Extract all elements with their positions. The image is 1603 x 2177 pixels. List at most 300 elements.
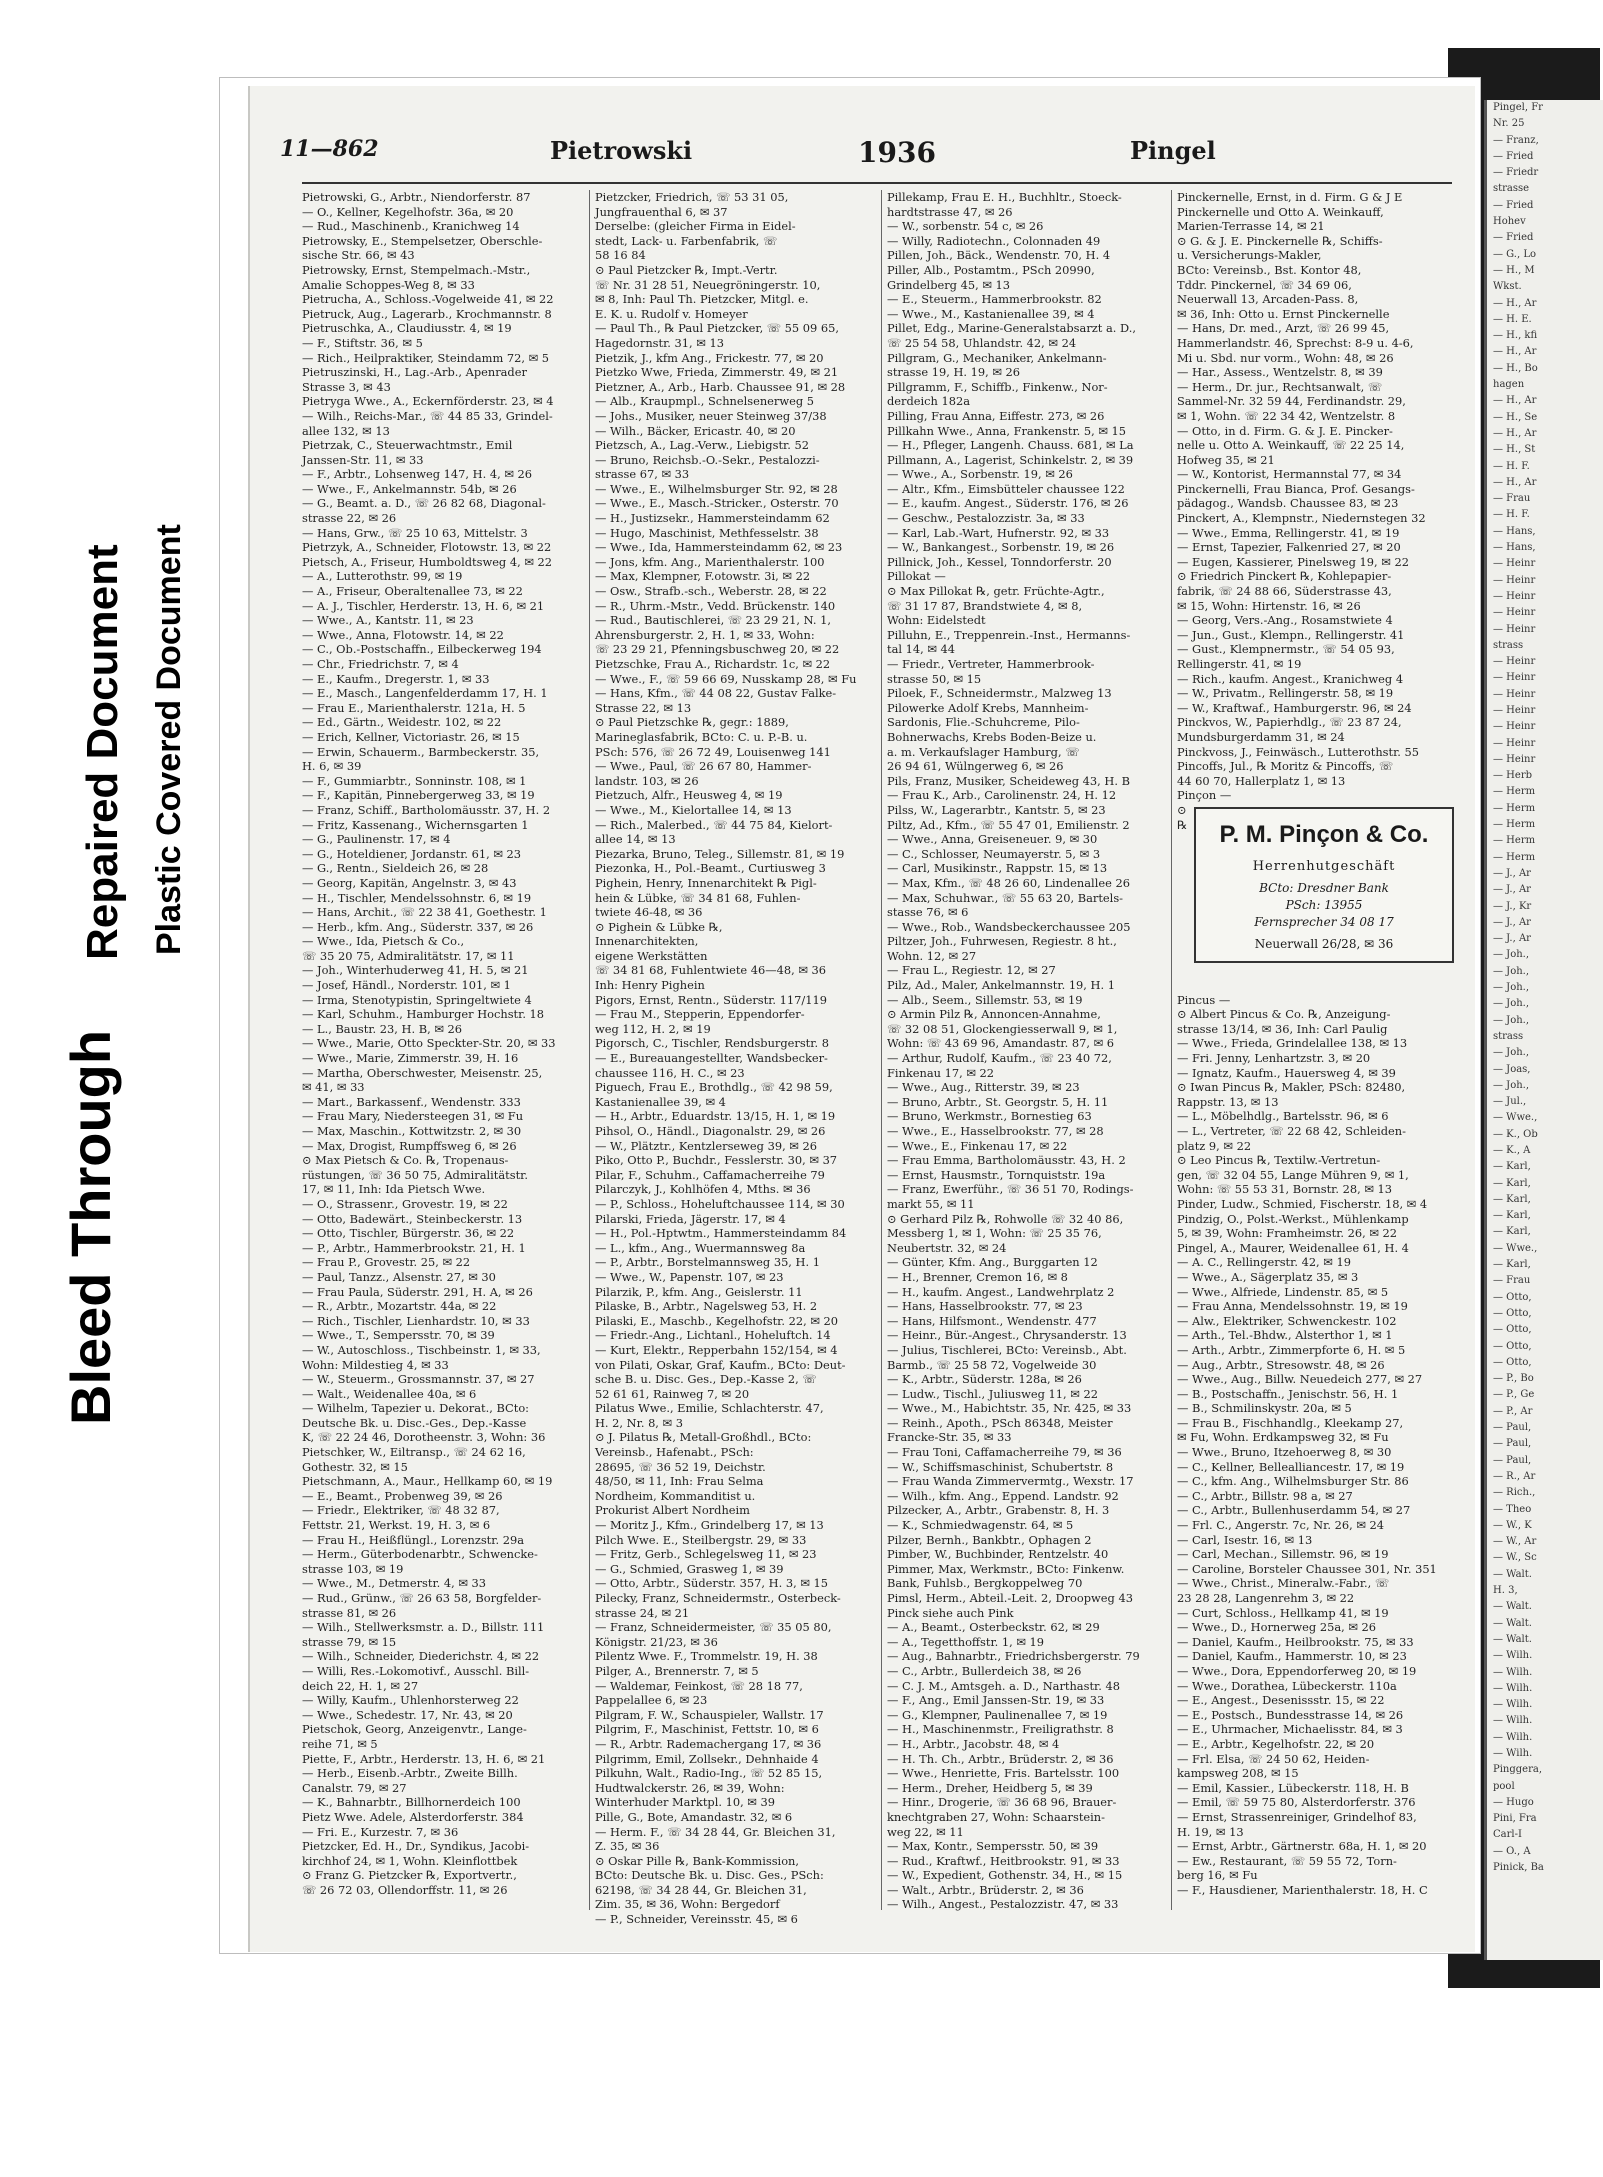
adjacent-page-line: — Joh.,	[1493, 1047, 1530, 1059]
directory-entry: — Rich., Heilpraktiker, Steindamm 72, ✉ 5	[302, 350, 550, 365]
directory-entry: Pietzschke, Frau A., Richardstr. 1c, ✉ 22	[595, 657, 831, 671]
adjacent-page-line: — P., Bo	[1493, 1373, 1534, 1385]
directory-entry: — Arthur, Rudolf, Kaufm., ☏ 23 40 72,	[887, 1051, 1112, 1066]
directory-entry: — Herm., Güterbodenarbtr., Schwencke-	[302, 1547, 538, 1562]
directory-entry: 5, ✉ 39, Wohn: Framheimstr. 26, ✉ 22	[1177, 1226, 1398, 1241]
directory-entry: — Wwe., Anna, Flotowstr. 14, ✉ 22	[302, 627, 504, 642]
directory-entry: — Ernst, Hausmstr., Tornquiststr. 19a	[887, 1167, 1106, 1182]
directory-entry: Pietrowsky, E., Stempelsetzer, Oberschle-	[302, 233, 543, 248]
adjacent-page-line: strass	[1493, 639, 1524, 651]
directory-entry: — Fri. E., Kurzestr. 7, ✉ 36	[302, 1824, 459, 1839]
directory-entry: — H., kaufm. Angest., Landwehrplatz 2	[887, 1284, 1115, 1299]
directory-entry: Pilarski, Frieda, Jägerstr. 17, ✉ 4	[595, 1211, 786, 1226]
directory-entry: — Friedr., Elektriker, ☏ 48 32 87,	[302, 1503, 500, 1518]
directory-entry: — Friedr., Vertreter, Hammerbrook-	[887, 657, 1095, 671]
directory-entry: — Rich., kaufm. Angest., Kranichweg 4	[1177, 671, 1404, 686]
directory-entry: kampsweg 208, ✉ 15	[1177, 1766, 1299, 1781]
adjacent-page-line: — Wilh.	[1493, 1715, 1533, 1727]
directory-entry: — Wwe., Christ., Mineralw.-Fabr., ☏	[1177, 1576, 1390, 1591]
adjacent-page-line: — Walt.	[1493, 1633, 1532, 1645]
directory-entry: Pietzsch, A., Lag.-Verw., Liebigstr. 52	[595, 438, 809, 453]
directory-entry: — Johs., Musiker, neuer Steinweg 37/38	[595, 408, 827, 423]
directory-entry: ✉ 41, ✉ 33	[302, 1080, 365, 1095]
directory-entry: — Caroline, Borsteler Chaussee 301, Nr. 351	[1177, 1561, 1437, 1576]
directory-entry: Pilger, A., Brennerstr. 7, ✉ 5	[595, 1663, 759, 1678]
directory-entry: — H., Pfleger, Langenh. Chauss. 681, ✉ La	[887, 438, 1134, 453]
directory-entry: — Wwe., E., Finkenau 17, ✉ 22	[887, 1138, 1068, 1153]
directory-entry: Pillmann, A., Lagerist, Schinkelstr. 2, ✉ 39	[887, 452, 1134, 467]
directory-entry: — Emil, ☏ 59 75 80, Alsterdorferstr. 376	[1177, 1795, 1416, 1810]
directory-entry: Ahrensburgerstr. 2, H. 1, ✉ 33, Wohn:	[595, 627, 815, 642]
adjacent-page-line: Carl-I	[1493, 1829, 1522, 1841]
directory-entry: — G., Schmied, Grasweg 1, ✉ 39	[595, 1561, 784, 1576]
directory-entry: — Frau L., Regiestr. 12, ✉ 27	[887, 963, 1056, 978]
directory-entry: Pilgrim, F., Maschinist, Fettstr. 10, ✉ 6	[595, 1722, 819, 1737]
directory-entry: chaussee 116, H. C., ✉ 23	[595, 1065, 745, 1080]
directory-entry: — Georg, Kapitän, Angelnstr. 3, ✉ 43	[302, 875, 517, 890]
adjacent-page-line: — Otto,	[1493, 1324, 1532, 1336]
directory-entry: Rappstr. 13, ✉ 13	[1177, 1094, 1279, 1109]
adjacent-page-line: — Fried	[1493, 232, 1534, 244]
adjacent-page-line: — Heinr	[1493, 590, 1536, 602]
directory-entry: ☏ 34 81 68, Fuhlentwiete 46—48, ✉ 36	[595, 963, 827, 978]
directory-entry: — F., Ang., Emil Janssen-Str. 19, ✉ 33	[887, 1693, 1105, 1708]
directory-entry: — Wwe., M., Kastanienallee 39, ✉ 4	[887, 306, 1095, 321]
directory-entry: — Günter, Kfm. Ang., Burggarten 12	[887, 1255, 1098, 1270]
directory-entry: Pinckvos, W., Papierhdlg., ☏ 23 87 24,	[1177, 715, 1402, 730]
directory-entry: — Herm., Dr. jur., Rechtsanwalt, ☏	[1177, 379, 1383, 394]
adjacent-page-line: — Wilh.	[1493, 1699, 1533, 1711]
directory-entry: von Pilati, Oskar, Graf, Kaufm., BCto: Deut-	[595, 1357, 846, 1372]
adjacent-page-line: — Herb	[1493, 770, 1532, 782]
directory-entry: — Franz, Schiff., Bartholomäusstr. 37, H. 2	[302, 802, 551, 817]
adjacent-page-line: — Theo	[1493, 1503, 1532, 1515]
directory-entry: — Osw., Strafb.-sch., Weberstr. 28, ✉ 22	[595, 584, 827, 599]
directory-entry: — Daniel, Kaufm., Hammerstr. 10, ✉ 23	[1177, 1649, 1407, 1664]
directory-entry: — Otto, Tischler, Bürgerstr. 36, ✉ 22	[302, 1226, 515, 1241]
adjacent-page-line: — Herm	[1493, 786, 1536, 798]
directory-entry: ⊙	[1177, 802, 1187, 817]
directory-entry: a. m. Verkaufslager Hamburg, ☏	[887, 744, 1080, 759]
directory-entry: — Frau E., Marienthalerstr. 121a, H. 5	[302, 700, 526, 715]
directory-entry: Pilch Wwe. E., Steilbergstr. 29, ✉ 33	[595, 1532, 807, 1547]
directory-entry: — Ernst, Strassenreiniger, Grindelhof 83,	[1177, 1809, 1417, 1824]
adjacent-page-line: — R., Ar	[1493, 1470, 1536, 1482]
directory-entry: ⊙ Gerhard Pilz ℞, Rohwolle ☏ 32 40 86,	[887, 1211, 1124, 1226]
directory-entry: Pietrzak, C., Steuerwachtmstr., Emil	[302, 438, 513, 453]
directory-entry: Strasse 22, ✉ 13	[595, 700, 692, 715]
directory-entry: — Bruno, Arbtr., St. Georgstr. 5, H. 11	[887, 1094, 1109, 1109]
directory-entry: — Karl, Schuhm., Hamburger Hochstr. 18	[302, 1007, 545, 1022]
directory-entry: — H. Th. Ch., Arbtr., Brüderstr. 2, ✉ 36	[887, 1751, 1114, 1766]
directory-entry: Pietruck, Aug., Lagerarb., Krochmannstr. 8	[302, 306, 552, 321]
adjacent-page-line: — H., kfi	[1493, 330, 1538, 342]
directory-entry: nelle u. Otto A. Weinkauff, ☏ 22 25 14,	[1177, 438, 1405, 453]
directory-entry: BCto: Vereinsb., Bst. Kontor 48,	[1177, 262, 1362, 277]
adjacent-page-line: — Heinr	[1493, 574, 1536, 586]
directory-entry: — W., Bankangest., Sorbenstr. 19, ✉ 26	[887, 540, 1115, 555]
directory-entry: berg 16, ✉ Fu	[1177, 1868, 1258, 1883]
directory-entry: Pillgramm, F., Schiffb., Finkenw., Nor-	[887, 379, 1108, 394]
directory-entry: Pilgram, F. W., Schauspieler, Wallstr. 17	[595, 1707, 824, 1722]
adjacent-page-line: — Rich.,	[1493, 1487, 1536, 1499]
directory-entry: Pietzuch, Alfr., Heusweg 4, ✉ 19	[595, 788, 783, 803]
directory-entry: — Otto, in d. Firm. G. & J. E. Pincker-	[1177, 423, 1393, 438]
directory-entry: Piette, F., Arbtr., Herderstr. 13, H. 6, ✉ 21	[302, 1751, 546, 1766]
directory-entry: — G., Paulinenstr. 17, ✉ 4	[302, 832, 451, 847]
advertisement-box	[1194, 807, 1454, 963]
directory-entry: — Irma, Stenotypistin, Springeltwiete 4	[302, 992, 532, 1007]
directory-entry: Pilss, W., Lagerarbtr., Kantstr. 5, ✉ 23	[887, 802, 1106, 817]
directory-entry: strasse 13/14, ✉ 36, Inh: Carl Paulig	[1177, 1021, 1388, 1036]
directory-entry: — Fritz, Gerb., Schlegelsweg 11, ✉ 23	[595, 1547, 817, 1562]
adjacent-page-line: — Heinr	[1493, 721, 1536, 733]
directory-entry: — Heinr., Bür.-Angest., Chrysanderstr. 13	[887, 1328, 1127, 1343]
directory-entry: Pietz Wwe. Adele, Alsterdorferstr. 384	[302, 1809, 524, 1824]
directory-entry: — C., kfm. Ang., Wilhelmsburger Str. 86	[1177, 1474, 1409, 1489]
adjacent-page-line: — H., Ar	[1493, 476, 1537, 488]
directory-entry: — Wwe., Dora, Eppendorferweg 20, ✉ 19	[1177, 1663, 1417, 1678]
directory-entry: ☏ Nr. 31 28 51, Neuegröningerstr. 10,	[595, 277, 821, 292]
directory-entry: — Rud., Kraftwf., Heitbrookstr. 91, ✉ 33	[887, 1853, 1120, 1868]
directory-entry: 23 28 28, Langenrehm 3, ✉ 22	[1177, 1591, 1355, 1605]
directory-entry: Pilaske, B., Arbtr., Nagelsweg 53, H. 2	[595, 1299, 818, 1314]
column-4	[1177, 190, 1455, 1910]
directory-entry: Neubertstr. 32, ✉ 24	[887, 1240, 1007, 1255]
directory-entry: 48/50, ✉ 11, Inh: Frau Selma	[595, 1474, 764, 1489]
directory-entry: ☏ 31 17 87, Brandstwiete 4, ✉ 8,	[887, 598, 1083, 613]
directory-entry: — H., Brenner, Cremon 16, ✉ 8	[887, 1269, 1068, 1284]
directory-entry: — Arth., Tel.-Bhdw., Alsterthor 1, ✉ 1	[1177, 1328, 1393, 1343]
adjacent-page-line: — W., K	[1493, 1519, 1532, 1531]
directory-entry: Pillet, Edg., Marine-Generalstabsarzt a. D.,	[887, 321, 1136, 336]
repaired-document-label: Repaired Document	[78, 544, 127, 960]
adjacent-page-line: — Paul,	[1493, 1454, 1532, 1466]
directory-entry: knechtgraben 27, Wohn: Schaarstein-	[887, 1809, 1105, 1824]
directory-entry: Derselbe: (gleicher Firma in Eidel-	[595, 219, 796, 234]
directory-entry: Pietrowski, G., Arbtr., Niendorferstr. 87	[302, 190, 531, 204]
directory-entry: — Max, Kontr., Sempersstr. 50, ✉ 39	[887, 1839, 1099, 1854]
directory-entry: — H., Arbtr., Eduardstr. 13/15, H. 1, ✉ 19	[595, 1109, 836, 1124]
directory-entry: Piller, Alb., Postamtm., PSch 20990,	[887, 262, 1095, 277]
directory-entry: Piloek, F., Schneidermstr., Malzweg 13	[887, 686, 1112, 701]
directory-entry: ☏ 32 08 51, Glockengiesserwall 9, ✉ 1,	[887, 1021, 1118, 1036]
directory-entry: — W., Kraftwaf., Hamburgerstr. 96, ✉ 24	[1177, 700, 1412, 715]
directory-entry: Kastanienallee 39, ✉ 4	[595, 1094, 726, 1109]
directory-entry: — E., Kaufm., Dregerstr. 1, ✉ 33	[302, 671, 490, 686]
directory-entry: ℞	[1177, 817, 1188, 832]
directory-entry: — Frl. Elsa, ☏ 24 50 62, Heiden-	[1177, 1751, 1370, 1766]
adjacent-page-line: — Heinr	[1493, 688, 1536, 700]
adjacent-page-line: — H., Ar	[1493, 395, 1537, 407]
directory-entry: H. 6, ✉ 39	[302, 759, 362, 774]
directory-entry: Hofweg 35, ✉ 21	[1177, 452, 1275, 467]
directory-entry: allee 132, ✉ 13	[302, 423, 390, 438]
directory-entry: Piltz, Ad., Kfm., ☏ 55 47 01, Emilienstr. 2	[887, 817, 1130, 832]
directory-entry: ☏ 35 20 75, Admiralitätstr. 17, ✉ 11	[302, 948, 515, 963]
directory-entry: — B., Postschaffn., Jenischstr. 56, H. 1	[1177, 1386, 1399, 1401]
directory-entry: — Hans, Hilfsmont., Wendenstr. 477	[887, 1313, 1097, 1328]
directory-entry: — E., Bureauangestellter, Wandsbecker-	[595, 1051, 828, 1066]
directory-entry: — C., Ob.-Postschaffn., Eilbeckerweg 194	[302, 642, 542, 657]
adjacent-page-line: — H. F.	[1493, 509, 1530, 521]
directory-entry: Wohn: ☏ 55 53 31, Bornstr. 28, ✉ 13	[1177, 1182, 1393, 1197]
columns	[302, 190, 1452, 1927]
directory-entry: — G., Hoteldiener, Jordanstr. 61, ✉ 23	[302, 846, 522, 861]
directory-entry: — Karl, Lab.-Wart, Hufnerstr. 92, ✉ 33	[887, 525, 1110, 540]
directory-entry: — K., Bahnarbtr., Billhornerdeich 100	[302, 1795, 521, 1810]
adjacent-page-line: — Walt.	[1493, 1568, 1532, 1580]
adjacent-page-line: — Heinr	[1493, 656, 1536, 668]
directory-entry: pädagog., Wandsb. Chaussee 83, ✉ 23	[1177, 496, 1399, 511]
adjacent-page-line: — Herm	[1493, 835, 1536, 847]
directory-entry: Pietruschka, A., Claudiusstr. 4, ✉ 19	[302, 321, 512, 336]
directory-entry: — P., Arbtr., Borstelmannsweg 35, H. 1	[595, 1255, 820, 1270]
adjacent-page-line: — H., Ar	[1493, 346, 1537, 358]
directory-entry: Pietruszinski, H., Lag.-Arb., Apenrader	[302, 365, 527, 380]
directory-entry: — Alw., Elektriker, Schwenckestr. 102	[1177, 1313, 1397, 1328]
adjacent-page-line: — Fried	[1493, 199, 1534, 211]
adjacent-page-line: — K., Ob	[1493, 1128, 1538, 1140]
directory-entry: — Bruno, Werkmstr., Bornestieg 63	[887, 1109, 1092, 1124]
directory-entry: H. 19, ✉ 13	[1177, 1824, 1244, 1839]
directory-entry: Pinder, Ludw., Schmied, Fischerstr. 18, ✉ 4	[1177, 1196, 1428, 1211]
directory-entry: — Wwe., D., Hornerweg 25a, ✉ 26	[1177, 1620, 1377, 1635]
directory-entry: u. Versicherungs-Makler,	[1177, 248, 1322, 263]
directory-entry: — E., Beamt., Probenweg 39, ✉ 26	[302, 1488, 503, 1503]
directory-entry: Piezarka, Bruno, Teleg., Sillemstr. 81, ✉ 19	[595, 846, 845, 861]
directory-entry: — E., Angest., Desenissstr. 15, ✉ 22	[1177, 1693, 1385, 1708]
directory-entry: — Max, Drogist, Rumpffsweg 6, ✉ 26	[302, 1138, 517, 1153]
adjacent-page-line: — Heinr	[1493, 607, 1536, 619]
directory-entry: Pimber, W., Buchbinder, Rentzelstr. 40	[887, 1547, 1109, 1562]
directory-entry: — Rud., Maschinenb., Kranichweg 14	[302, 219, 520, 234]
directory-entry: weg 112, H. 2, ✉ 19	[595, 1021, 711, 1036]
directory-entry: — Wilh., Schneider, Diederichstr. 4, ✉ 22	[302, 1649, 540, 1664]
directory-entry: — A., Lutterothstr. 99, ✉ 19	[302, 569, 463, 584]
directory-entry: Pietzik, J., kfm Ang., Frickestr. 77, ✉ 20	[595, 350, 824, 365]
column-2	[595, 190, 873, 1927]
directory-entry: — H., Pol.-Hptwtm., Hammersteindamm 84	[595, 1226, 847, 1241]
directory-entry: Piezonka, H., Pol.-Beamt., Curtiusweg 3	[595, 861, 826, 876]
directory-entry: — L., Vertreter, ☏ 22 68 42, Schleiden-	[1177, 1124, 1406, 1138]
directory-entry: Pilatus Wwe., Emilie, Schlachterstr. 47,	[595, 1401, 824, 1416]
directory-entry: — Frau K., Arb., Carolinenstr. 24, H. 12	[887, 788, 1117, 803]
directory-entry: Pilz, Ad., Maler, Ankelmannstr. 19, H. 1	[887, 978, 1115, 993]
directory-entry: — Frau P., Grovestr. 25, ✉ 22	[302, 1255, 471, 1270]
adjacent-page-line: — Joh.,	[1493, 998, 1530, 1010]
adjacent-page-line: — Joh.,	[1493, 1079, 1530, 1091]
directory-entry: ✉ 36, Inh: Otto u. Ernst Pinckernelle	[1177, 306, 1390, 321]
directory-entry: Pietschok, Georg, Anzeigenvtr., Lange-	[302, 1722, 527, 1737]
column-divider	[881, 190, 882, 1910]
directory-entry: — Alb., Seem., Sillemstr. 53, ✉ 19	[887, 992, 1083, 1007]
directory-entry: Pinckernelle und Otto A. Weinkauff,	[1177, 204, 1384, 219]
directory-entry: Pietschker, W., Eiltransp., ☏ 24 62 16,	[302, 1445, 526, 1460]
directory-entry: — Hinr., Drogerie, ☏ 36 68 96, Brauer-	[887, 1795, 1117, 1810]
adjacent-page-line: — H., Ar	[1493, 427, 1537, 439]
directory-entry: — Wwe., Bruno, Itzehoerweg 8, ✉ 30	[1177, 1445, 1392, 1460]
directory-entry: — Wwe., Ida, Pietsch & Co.,	[302, 934, 465, 949]
directory-entry: — Wwe., A., Sorbenstr. 19, ✉ 26	[887, 467, 1073, 482]
directory-entry: ⊙ Paul Pietzschke ℞, gegr.: 1889,	[595, 715, 789, 730]
directory-entry: — Josef, Händl., Norderstr. 101, ✉ 1	[302, 978, 511, 993]
directory-entry: Deutsche Bk. u. Disc.-Ges., Dep.-Kasse	[302, 1415, 527, 1430]
directory-entry: reihe 71, ✉ 5	[302, 1736, 378, 1751]
directory-entry: — W., Expedient, Gothenstr. 34, H., ✉ 15	[887, 1868, 1123, 1883]
directory-entry: — Herm., Dreher, Heidberg 5, ✉ 39	[887, 1780, 1093, 1795]
directory-entry: — Har., Assess., Wentzelstr. 8, ✉ 39	[1177, 365, 1383, 380]
directory-entry: — Paul, Tanzz., Alsenstr. 27, ✉ 30	[302, 1269, 496, 1284]
directory-entry: — Max, Klempner, F.otowstr. 3i, ✉ 22	[595, 569, 811, 584]
adjacent-page-line: Pingel, Fr	[1493, 102, 1543, 113]
directory-entry: — Wwe., Ida, Hammersteindamm 62, ✉ 23	[595, 540, 843, 555]
directory-entry: Tddr. Pinckernel, ☏ 34 69 06,	[1177, 277, 1352, 292]
directory-entry: — Jun., Gust., Klempn., Rellingerstr. 41	[1177, 627, 1405, 642]
directory-entry: — F., Hausdiener, Marienthalerstr. 18, H. C	[1177, 1882, 1428, 1897]
directory-entry: Hudtwalckerstr. 26, ✉ 39, Wohn:	[595, 1780, 785, 1795]
directory-entry: Winterhuder Marktpl. 10, ✉ 39	[595, 1795, 775, 1810]
adjacent-page-line: — Wilh.	[1493, 1747, 1533, 1759]
adjacent-page-line: — Karl,	[1493, 1193, 1531, 1205]
adjacent-page-line: — Joh.,	[1493, 965, 1530, 977]
directory-entry: Pietryga Wwe., A., Eckernförderstr. 23, ✉ 4	[302, 394, 554, 409]
adjacent-page-line: — Otto,	[1493, 1307, 1532, 1319]
directory-entry: — Reinh., Apoth., PSch 86348, Meister	[887, 1415, 1113, 1430]
directory-entry: — W., Kontorist, Hermannstal 77, ✉ 34	[1177, 467, 1402, 482]
adjacent-page-line: — J., Ar	[1493, 867, 1531, 879]
directory-entry: — F., Stiftstr. 36, ✉ 5	[302, 335, 423, 350]
directory-entry: — Max, Kfm., ☏ 48 26 60, Lindenallee 26	[887, 875, 1130, 890]
directory-entry: — W., Autoschloss., Tischbeinstr. 1, ✉ 33,	[302, 1342, 541, 1357]
directory-entry: ⊙ Max Pietsch & Co. ℞, Tropenaus-	[302, 1153, 509, 1168]
header-year: 1936	[858, 136, 936, 169]
directory-entry: K, ☏ 22 24 46, Dorotheenstr. 3, Wohn: 36	[302, 1430, 546, 1445]
directory-entry: Pinckernelli, Frau Bianca, Prof. Gesangs-	[1177, 481, 1415, 496]
directory-entry: Strasse 3, ✉ 43	[302, 379, 391, 394]
adjacent-page-line: — Wilh.	[1493, 1731, 1533, 1743]
directory-entry: 62198, ☏ 34 28 44, Gr. Bleichen 31,	[595, 1882, 807, 1897]
adjacent-page-line: — Karl,	[1493, 1226, 1531, 1238]
directory-entry: — H., Justizsekr., Hammersteindamm 62	[595, 511, 830, 526]
directory-entry: — A., Tegetthoffstr. 1, ✉ 19	[887, 1634, 1045, 1649]
directory-entry: — P., Arbtr., Hammerbrookstr. 21, H. 1	[302, 1240, 526, 1255]
directory-entry: Pietzcker, Ed. H., Dr., Syndikus, Jacobi-	[302, 1839, 530, 1854]
adjacent-page-line: — Jul.,	[1493, 1096, 1527, 1108]
directory-entry: stedt, Lack- u. Farbenfabrik, ☏	[595, 233, 778, 248]
directory-entry: — Frau Wanda Zimmervermtg., Wexstr. 17	[887, 1474, 1134, 1489]
directory-entry: landstr. 103, ✉ 26	[595, 773, 699, 788]
ad-title: P. M. Pinçon & Co.	[1219, 821, 1429, 849]
directory-entry: — Wilh., Stellwerksmstr. a. D., Billstr. 111	[302, 1620, 545, 1635]
adjacent-page-line: — Franz,	[1493, 134, 1539, 146]
directory-entry: — Wilh., kfm. Ang., Eppend. Landstr. 92	[887, 1488, 1119, 1503]
directory-entry: — Emil, Kassier., Lübeckerstr. 118, H. B	[1177, 1780, 1409, 1795]
directory-entry: 17, ✉ 11, Inh: Ida Pietsch Wwe.	[302, 1182, 486, 1197]
adjacent-page-line: — H. E.	[1493, 313, 1532, 325]
directory-entry: ✉ 15, Wohn: Hirtenstr. 16, ✉ 26	[1177, 598, 1361, 613]
directory-entry: — Ludw., Tischl., Juliusweg 11, ✉ 22	[887, 1386, 1098, 1401]
adjacent-page-line: — Heinr	[1493, 672, 1536, 684]
directory-entry: Pilzecker, A., Arbtr., Grabenstr. 8, H. 3	[887, 1503, 1110, 1518]
directory-entry: ☏ 25 54 58, Uhlandstr. 42, ✉ 24	[887, 335, 1077, 350]
column-3	[887, 190, 1165, 1910]
directory-entry: Pilowerke Adolf Krebs, Mannheim-	[887, 700, 1089, 715]
directory-entry: — Wwe., Marie, Zimmerstr. 39, H. 16	[302, 1051, 519, 1066]
directory-entry: Pindzig, O., Polst.-Werkst., Mühlenkamp	[1177, 1211, 1409, 1226]
adjacent-page-line: pool	[1493, 1780, 1515, 1792]
directory-entry: Pietschmann, A., Maur., Hellkamp 60, ✉ 19	[302, 1474, 553, 1489]
directory-entry: Bohnerwachs, Krebs Boden-Beize u.	[887, 729, 1097, 744]
adjacent-page-line: strass	[1493, 1030, 1524, 1042]
directory-entry: — W., Plätztr., Kentzlerseweg 39, ✉ 26	[595, 1138, 817, 1153]
directory-entry: ⊙ Leo Pincus ℞, Textilw.-Vertretun-	[1177, 1153, 1381, 1168]
directory-entry: ⊙ G. & J. E. Pinckernelle ℞, Schiffs-	[1177, 233, 1383, 248]
directory-entry: — Wwe., E., Hasselbrookstr. 77, ✉ 28	[887, 1124, 1104, 1138]
running-head	[280, 136, 1430, 176]
directory-entry: Pighein, Henry, Innenarchitekt ℞ Pigl-	[595, 875, 817, 890]
adjacent-page-line: — Joh.,	[1493, 949, 1530, 961]
directory-entry: Pilentz Wwe. F., Trommelstr. 19, H. 38	[595, 1649, 818, 1664]
adjacent-page-line: — Karl,	[1493, 1259, 1531, 1271]
adjacent-page-line: — Herm	[1493, 851, 1536, 863]
directory-entry: — R., Arbtr. Rademachergang 17, ✉ 36	[595, 1736, 822, 1751]
directory-entry: Pietzko Wwe, Frieda, Zimmerstr. 49, ✉ 21	[595, 365, 839, 380]
directory-entry: — Ed., Gärtn., Weidestr. 102, ✉ 22	[302, 715, 502, 730]
directory-entry: Pinck siehe auch Pink	[887, 1605, 1014, 1620]
adjacent-page-line: — Wwe.,	[1493, 1112, 1538, 1124]
adjacent-page-line: — H., M	[1493, 264, 1535, 276]
directory-entry: — O., Strassenr., Grovestr. 19, ✉ 22	[302, 1196, 508, 1211]
directory-entry: Pilar, F., Schuhm., Caffamacherreihe 79	[595, 1167, 825, 1182]
directory-entry: strasse 19, H. 19, ✉ 26	[887, 365, 1021, 380]
directory-entry: ⊙ Oskar Pille ℞, Bank-Kommission,	[595, 1853, 800, 1868]
directory-entry	[1177, 978, 1455, 993]
directory-entry: Wohn: ☏ 43 69 96, Amandastr. 87, ✉ 6	[887, 1036, 1114, 1051]
directory-entry: — Wwe., T., Sempersstr. 70, ✉ 39	[302, 1328, 495, 1343]
directory-entry: Pietzcker, Friedrich, ☏ 53 31 05,	[595, 190, 789, 204]
adjacent-page-line: — Heinr	[1493, 753, 1536, 765]
ad-phone: Fernsprecher 34 08 17	[1254, 915, 1394, 930]
directory-entry: 28695, ☏ 36 52 19, Deichstr.	[595, 1459, 766, 1474]
directory-entry: — Wilh., Reichs-Mar., ☏ 44 85 33, Grindel-	[302, 408, 553, 423]
directory-entry: — Wwe., Alfriede, Lindenstr. 85, ✉ 5	[1177, 1284, 1389, 1299]
directory-entry: — Gust., Klempnermstr., ☏ 54 05 93,	[1177, 642, 1395, 657]
directory-entry: — Frau M., Stepperin, Eppendorfer-	[595, 1007, 805, 1022]
directory-entry: — Franz, Ewerführ., ☏ 36 51 70, Rodings-	[887, 1182, 1134, 1197]
adjacent-page-line: — J., Kr	[1493, 900, 1532, 912]
directory-entry: ⊙ J. Pilatus ℞, Metall-Großhdl., BCto:	[595, 1430, 812, 1445]
adjacent-page-line: Pinggera,	[1493, 1764, 1543, 1776]
directory-entry: — Bruno, Reichsb.-O.-Sekr., Pestalozzi-	[595, 452, 820, 467]
directory-entry: — Wwe., F., Ankelmannstr. 54b, ✉ 26	[302, 481, 517, 496]
adjacent-page-line: — H., Ar	[1493, 297, 1537, 309]
directory-entry: — Walt., Weidenallee 40a, ✉ 6	[302, 1386, 477, 1401]
directory-entry: sische Str. 66, ✉ 43	[302, 248, 415, 263]
directory-entry: — Wwe., Rob., Wandsbeckerchaussee 205	[887, 919, 1131, 934]
directory-entry: ⊙ Friedrich Pinckert ℞, Kohlepapier-	[1177, 569, 1392, 584]
directory-entry: — Alb., Kraupmpl., Schnelsenerweg 5	[595, 394, 815, 409]
directory-entry: Prokurist Albert Nordheim	[595, 1503, 750, 1518]
directory-entry: — Wwe., Marie, Otto Speckter-Str. 20, ✉ 33	[302, 1036, 556, 1051]
directory-entry: — Wwe., Paul, ☏ 26 67 80, Hammer-	[595, 759, 812, 774]
directory-entry: Mi u. Sbd. nur vorm., Wohn: 48, ✉ 26	[1177, 350, 1394, 365]
adjacent-page-line: — Herm	[1493, 802, 1536, 814]
directory-entry: — Max, Maschin., Kottwitzstr. 2, ✉ 30	[302, 1124, 522, 1138]
directory-entry: ⊙ Paul Pietzcker ℞, Impt.-Vertr.	[595, 262, 778, 277]
directory-entry: Innenarchitekten,	[595, 934, 699, 949]
directory-entry: — Wwe., Schedestr. 17, Nr. 43, ✉ 20	[302, 1707, 513, 1722]
